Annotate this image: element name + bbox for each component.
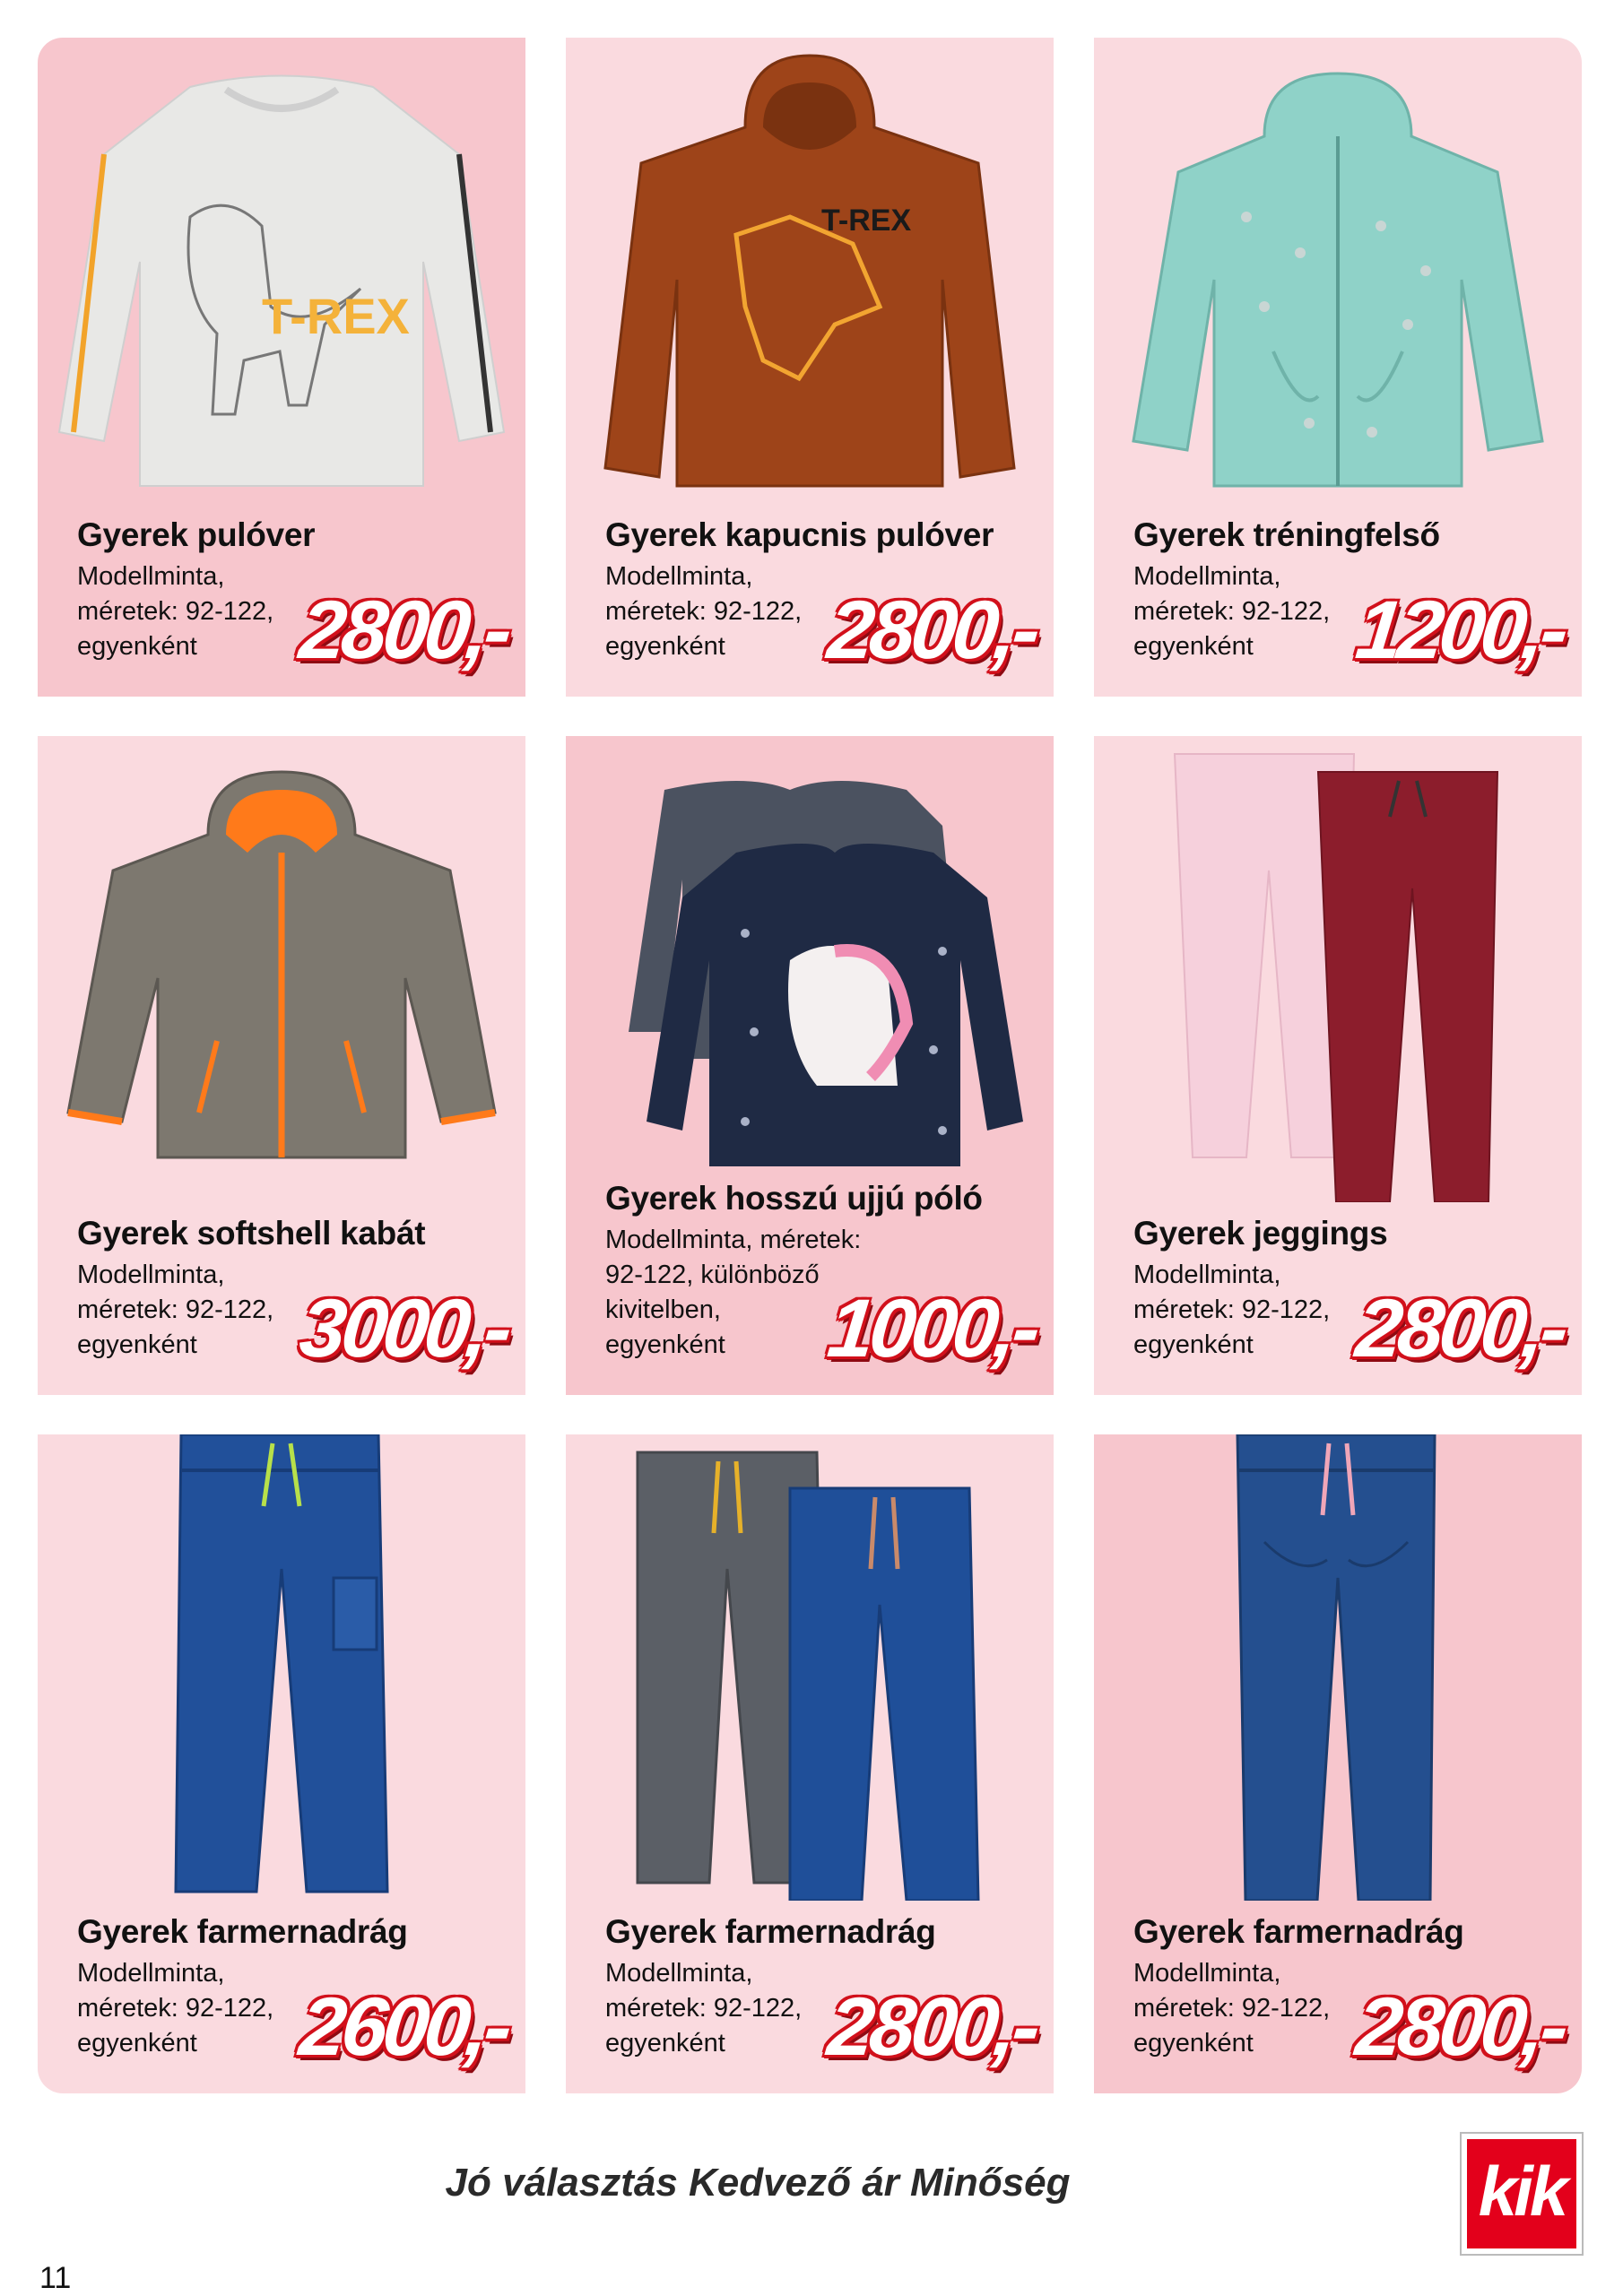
- product-card[interactable]: [566, 736, 1054, 1395]
- page-number: 11: [39, 2261, 72, 2295]
- footer-slogan: Jó választás Kedvező ár Minőség: [445, 2161, 1071, 2205]
- price-tag: [295, 1282, 513, 1374]
- product-card[interactable]: [1094, 38, 1582, 697]
- price-value: 2800,-: [823, 584, 1041, 676]
- product-title: Gyerek tréningfelső: [1133, 516, 1440, 553]
- jeggings-image: [1094, 736, 1582, 1202]
- product-card[interactable]: [566, 38, 1054, 697]
- hoodie-image: [566, 38, 1054, 504]
- price-tag: [1351, 1980, 1569, 2073]
- price-value: 2800,-: [823, 1980, 1041, 2073]
- product-description: Modellminta, méretek: 92-122, egyenként: [605, 1959, 803, 2058]
- product-title: Gyerek hosszú ujjú póló: [605, 1180, 983, 1217]
- price-value: 1200,-: [1351, 584, 1569, 676]
- softshell-jacket-image: [38, 736, 525, 1202]
- product-description: Modellminta, méretek: 92-122, egyenként: [77, 1959, 274, 2058]
- product-description: Modellminta, méretek: 92-122, egyenként: [1133, 1261, 1331, 1359]
- product-description: Modellminta, méretek: 92-122, különböző kivitelben, egyenként: [605, 1226, 862, 1359]
- svg-text:T-REX: T-REX: [262, 288, 410, 344]
- price-value: 2800,-: [1351, 1282, 1569, 1374]
- product-description: Modellminta, méretek: 92-122, egyenként: [77, 1261, 274, 1359]
- kik-logo[interactable]: [1462, 2134, 1582, 2254]
- product-title: Gyerek jeggings: [1133, 1215, 1388, 1252]
- product-title: Gyerek kapucnis pulóver: [605, 516, 994, 553]
- price-tag: [295, 1980, 513, 2073]
- logo-text: kik: [1478, 2151, 1566, 2231]
- price-value: 1000,-: [823, 1282, 1041, 1374]
- product-title: Gyerek softshell kabát: [77, 1215, 426, 1252]
- girls-jeans-image: [1094, 1434, 1582, 1901]
- product-title: Gyerek farmernadrág: [605, 1913, 936, 1950]
- product-card[interactable]: [566, 1434, 1054, 2093]
- sweater-image: [38, 38, 525, 504]
- price-value: 2800,-: [295, 584, 513, 676]
- jeans-image: [38, 1434, 525, 1901]
- product-description: Modellminta, méretek: 92-122, egyenként: [77, 562, 274, 661]
- product-description: Modellminta, méretek: 92-122, egyenként: [1133, 562, 1331, 661]
- product-description: Modellminta, méretek: 92-122, egyenként: [605, 562, 803, 661]
- product-card[interactable]: [38, 1434, 525, 2093]
- price-tag: [1351, 1282, 1569, 1374]
- product-title: Gyerek farmernadrág: [77, 1913, 408, 1950]
- product-card[interactable]: [1094, 736, 1582, 1395]
- price-tag: [823, 1282, 1041, 1374]
- product-title: Gyerek pulóver: [77, 516, 316, 553]
- price-value: 2800,-: [1351, 1980, 1569, 2073]
- product-card[interactable]: [38, 736, 525, 1395]
- price-tag: [823, 584, 1041, 676]
- price-value: 3000,-: [295, 1282, 513, 1374]
- jeans-pair-image: [566, 1434, 1054, 1901]
- price-tag: [823, 1980, 1041, 2073]
- training-jacket-image: [1094, 38, 1582, 504]
- svg-text:T-REX: T-REX: [821, 204, 912, 238]
- price-tag: [295, 584, 513, 676]
- product-description: Modellminta, méretek: 92-122, egyenként: [1133, 1959, 1331, 2058]
- price-tag: [1351, 584, 1569, 676]
- product-card[interactable]: [1094, 1434, 1582, 2093]
- long-sleeve-shirt-image: [566, 736, 1054, 1202]
- product-card[interactable]: [38, 38, 525, 697]
- product-title: Gyerek farmernadrág: [1133, 1913, 1464, 1950]
- price-value: 2600,-: [295, 1980, 513, 2073]
